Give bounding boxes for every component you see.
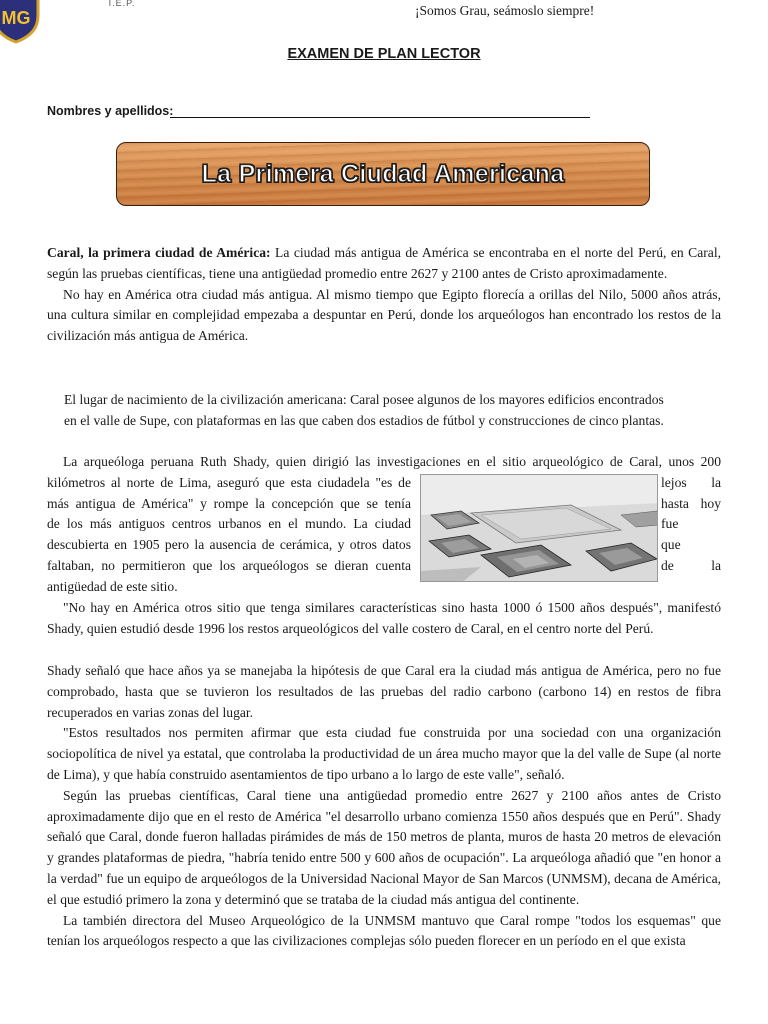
- caral-pyramids-image: [420, 474, 658, 582]
- shady-wrapped-word: que: [661, 537, 681, 553]
- name-field-line: [170, 117, 590, 118]
- school-name-partial: I.E.P.: [108, 0, 136, 8]
- logo-letters: MG: [1, 8, 31, 28]
- banner-title: La Primera Ciudad Americana: [201, 159, 565, 188]
- shady-wrapped-left: faltaban, no permitieron que los arqueólogos se dieran cuenta: [47, 557, 411, 573]
- paragraph-9: La también directora del Museo Arqueológico de la UNMSM mantuvo que Caral rompe "todos los esquemas" que tenían los arqueólogos respecto a que las civilizaciones complejas sólo pueden florecer en un período en el que exista: [47, 912, 721, 949]
- exam-title: EXAMEN DE PLAN LECTOR: [287, 46, 481, 62]
- intro-section: [47, 243, 721, 347]
- paragraph-6: Shady señaló que hace años ya se manejaba la hipótesis de que Caral era la ciudad más antigua de América, pero no fue comprobado, hasta que se tuvieron los resultados de las pruebas del radio carbono (carbono 14) en restos de fibra recuperados en varias zonas del lugar.: [47, 663, 721, 720]
- title-banner: [116, 142, 650, 206]
- shady-wrapped-word: hoy: [700, 495, 721, 511]
- shady-wrapped-word: la: [711, 474, 721, 490]
- shady-line-7: antigüedad de este sitio.: [47, 578, 178, 594]
- shady-wrapped-word: lejos: [661, 474, 687, 490]
- body-section-2: [47, 598, 721, 640]
- shady-wrapped-word: hasta: [661, 495, 689, 511]
- shady-wrapped-right: [661, 535, 721, 556]
- shady-wrapped-left: descubierta en 1905 pero la ausencia de cerámica, y otros datos: [47, 537, 411, 553]
- paragraph-5: "No hay en América otros sitio que tenga similares características sino hasta 1000 ó 1500 años después", manifestó Shady, quien estudió desde 1996 los restos arqueológicos del valle costero de Caral, en el centro norte del Perú.: [47, 600, 721, 636]
- paragraph-8: Según las pruebas científicas, Caral tiene una antigüedad promedio entre 2627 y 2100 años antes de Cristo aproximadamente dijo que en el resto de América "el desarrollo urbano comienza 1550 años después que en Perú". Shady señaló que Caral, donde fueron halladas pirámides de más de 150 metros de planta, muros de hasta 20 metros de elevación y grandes plataformas de piedra, "habría tenido entre 500 y 600 años de ocupación". La arqueóloga añadió que "en honor a la verdad" fue un equipo de arqueólogos de la Universidad Nacional Mayor de San Marcos (UNMSM), decana de América, el que estudió primero la zona y determinó que se trataba de la ciudad más antigua del continente.: [47, 787, 721, 907]
- name-label: Nombres y apellidos:: [47, 104, 174, 118]
- paragraph-1-text: La ciudad más antigua de América se encontraba en el norte del Perú, en Caral, según las pruebas científicas, tiene una antigüedad promedio entre 2627 y 2100 antes de Cristo aproximadamente.: [47, 245, 722, 281]
- shady-wrapped-word: de: [661, 557, 674, 573]
- paragraph-1: [47, 243, 721, 285]
- shady-wrapped-left: kilómetros al norte de Lima, aseguró que esta ciudadela "es de: [47, 474, 411, 490]
- school-motto: ¡Somos Grau, seámoslo siempre!: [415, 3, 595, 18]
- paragraph-1-lead: Caral, la primera ciudad de América:: [47, 245, 271, 260]
- shady-wrapped-word: fue: [661, 516, 679, 532]
- shady-wrapped-left: más antigua de América" y rompe la concepción que se tenía: [47, 495, 411, 511]
- paragraph-2: No hay en América otra ciudad más antigua. Al mismo tiempo que Egipto florecía a orillas del Nilo, 5000 años atrás, una cultura similar en complejidad empezaba a despuntar en Perú, donde los arqueólogos han encontrado los restos de la civilización más antigua de América.: [47, 286, 721, 344]
- shady-wrapped-left: de los más antiguos centros urbanos en el mundo. La ciudad: [47, 516, 411, 532]
- shady-wrapped-right: [661, 473, 721, 494]
- paragraph-3-line-1: El lugar de nacimiento de la civilización americana: Caral posee algunos de los mayores edificios encontrados: [64, 392, 664, 407]
- body-section-3: [47, 661, 721, 952]
- paragraph-3: [64, 390, 724, 432]
- shady-line-1: La arqueóloga peruana Ruth Shady, quien dirigió las investigaciones en el sitio arqueológico de Caral, unos 200: [63, 454, 721, 469]
- shady-wrapped-word: la: [711, 557, 721, 573]
- paragraph-3-line-2: en el valle de Supe, con plataformas en las que caben dos estadios de fútbol y construcciones de cinco plantas.: [64, 412, 664, 428]
- paragraph-7: "Estos resultados nos permiten afirmar que esta ciudad fue construida por una sociedad con una organización sociopolítica de nivel ya estatal, que controlaba la productividad de un área mucho mayor que la del valle de Supe (al norte de Lima), y que había construido asentamientos de tipo urbano a lo largo de este valle", señaló.: [47, 725, 721, 782]
- shady-wrapped-right: [661, 494, 721, 515]
- school-logo: [0, 0, 40, 44]
- shady-wrapped-right: [661, 514, 721, 535]
- shady-wrapped-right: [661, 556, 721, 577]
